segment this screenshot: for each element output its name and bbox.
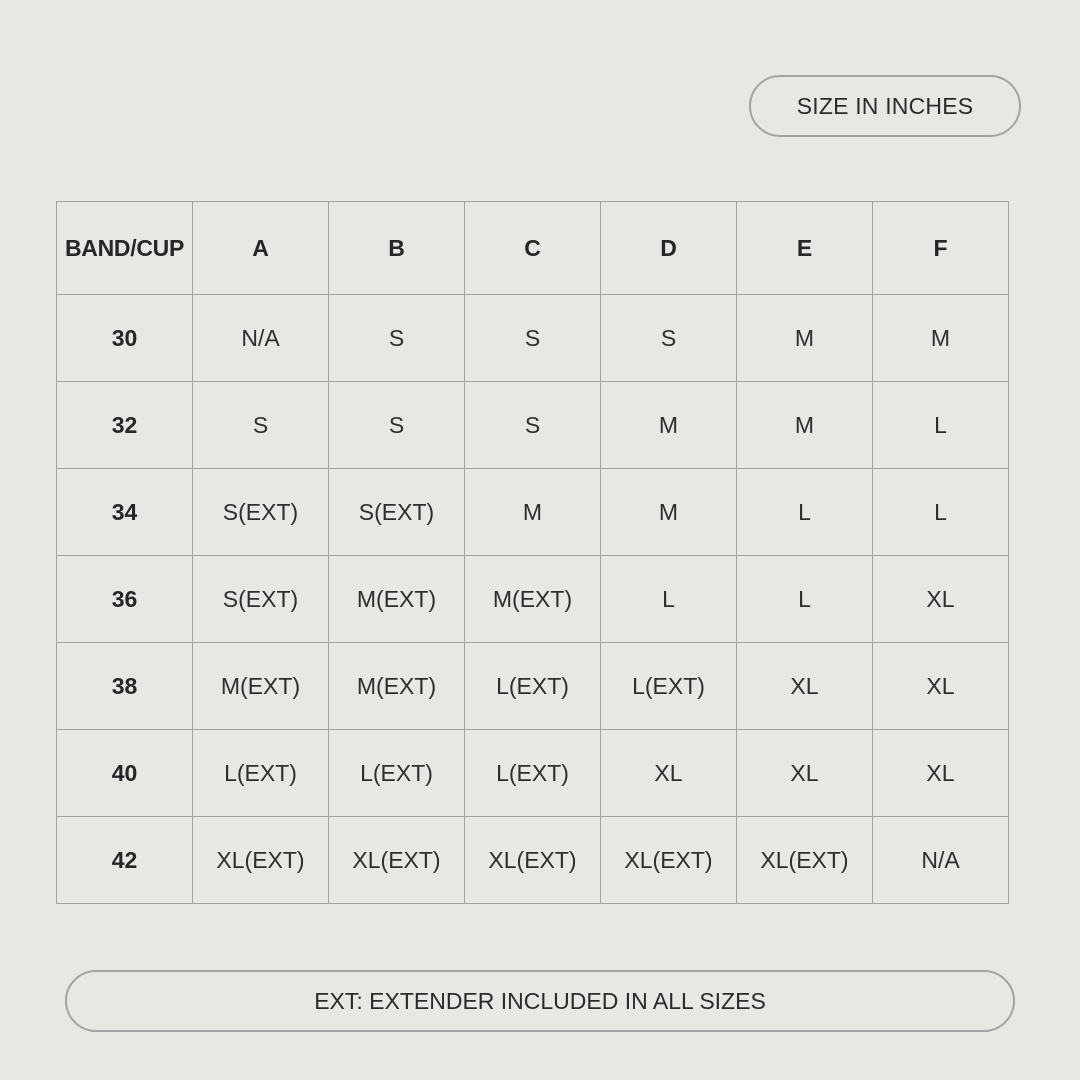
- table-header-row: [57, 202, 1009, 295]
- size-cell: L(EXT): [465, 730, 601, 817]
- size-cell: S: [193, 382, 329, 469]
- header-cup-f: F: [873, 202, 1009, 295]
- band-size-cell: 34: [57, 469, 193, 556]
- table-row: [57, 295, 1009, 382]
- table-row: [57, 643, 1009, 730]
- header-band-cup: BAND/CUP: [57, 202, 193, 295]
- header-cup-c: C: [465, 202, 601, 295]
- size-cell: M: [737, 382, 873, 469]
- size-cell: M: [601, 469, 737, 556]
- table-row: [57, 730, 1009, 817]
- header-cup-a: A: [193, 202, 329, 295]
- size-cell: XL(EXT): [737, 817, 873, 904]
- size-cell: L: [737, 469, 873, 556]
- size-chart-table: [56, 201, 1009, 904]
- band-size-cell: 40: [57, 730, 193, 817]
- size-cell: L: [873, 469, 1009, 556]
- band-size-cell: 30: [57, 295, 193, 382]
- band-size-cell: 38: [57, 643, 193, 730]
- size-cell: L: [873, 382, 1009, 469]
- size-cell: L(EXT): [601, 643, 737, 730]
- extender-footnote: EXT: EXTENDER INCLUDED IN ALL SIZES: [65, 970, 1015, 1032]
- size-cell: S: [601, 295, 737, 382]
- size-cell: M(EXT): [329, 556, 465, 643]
- size-cell: S(EXT): [329, 469, 465, 556]
- size-cell: M(EXT): [193, 643, 329, 730]
- size-cell: XL: [737, 730, 873, 817]
- size-cell: S: [329, 382, 465, 469]
- size-cell: XL: [737, 643, 873, 730]
- table-row: [57, 817, 1009, 904]
- size-cell: M: [737, 295, 873, 382]
- size-cell: XL: [873, 730, 1009, 817]
- band-size-cell: 42: [57, 817, 193, 904]
- size-cell: S(EXT): [193, 556, 329, 643]
- size-cell: M(EXT): [329, 643, 465, 730]
- size-cell: L(EXT): [329, 730, 465, 817]
- table-row: [57, 469, 1009, 556]
- header-cup-d: D: [601, 202, 737, 295]
- size-cell: XL: [873, 556, 1009, 643]
- size-cell: XL: [601, 730, 737, 817]
- size-cell: XL(EXT): [329, 817, 465, 904]
- size-cell: XL(EXT): [193, 817, 329, 904]
- size-cell: L(EXT): [465, 643, 601, 730]
- size-cell: M: [465, 469, 601, 556]
- table-row: [57, 382, 1009, 469]
- size-cell: L(EXT): [193, 730, 329, 817]
- table-row: [57, 556, 1009, 643]
- size-cell: S: [465, 382, 601, 469]
- header-cup-b: B: [329, 202, 465, 295]
- size-cell: M: [873, 295, 1009, 382]
- size-cell: M(EXT): [465, 556, 601, 643]
- size-cell: S: [329, 295, 465, 382]
- band-size-cell: 36: [57, 556, 193, 643]
- size-cell: XL(EXT): [601, 817, 737, 904]
- size-cell: N/A: [873, 817, 1009, 904]
- size-cell: XL(EXT): [465, 817, 601, 904]
- size-cell: L: [737, 556, 873, 643]
- header-cup-e: E: [737, 202, 873, 295]
- size-cell: N/A: [193, 295, 329, 382]
- band-size-cell: 32: [57, 382, 193, 469]
- size-cell: S: [465, 295, 601, 382]
- size-unit-badge: SIZE IN INCHES: [749, 75, 1021, 137]
- size-cell: XL: [873, 643, 1009, 730]
- size-cell: S(EXT): [193, 469, 329, 556]
- size-cell: L: [601, 556, 737, 643]
- size-cell: M: [601, 382, 737, 469]
